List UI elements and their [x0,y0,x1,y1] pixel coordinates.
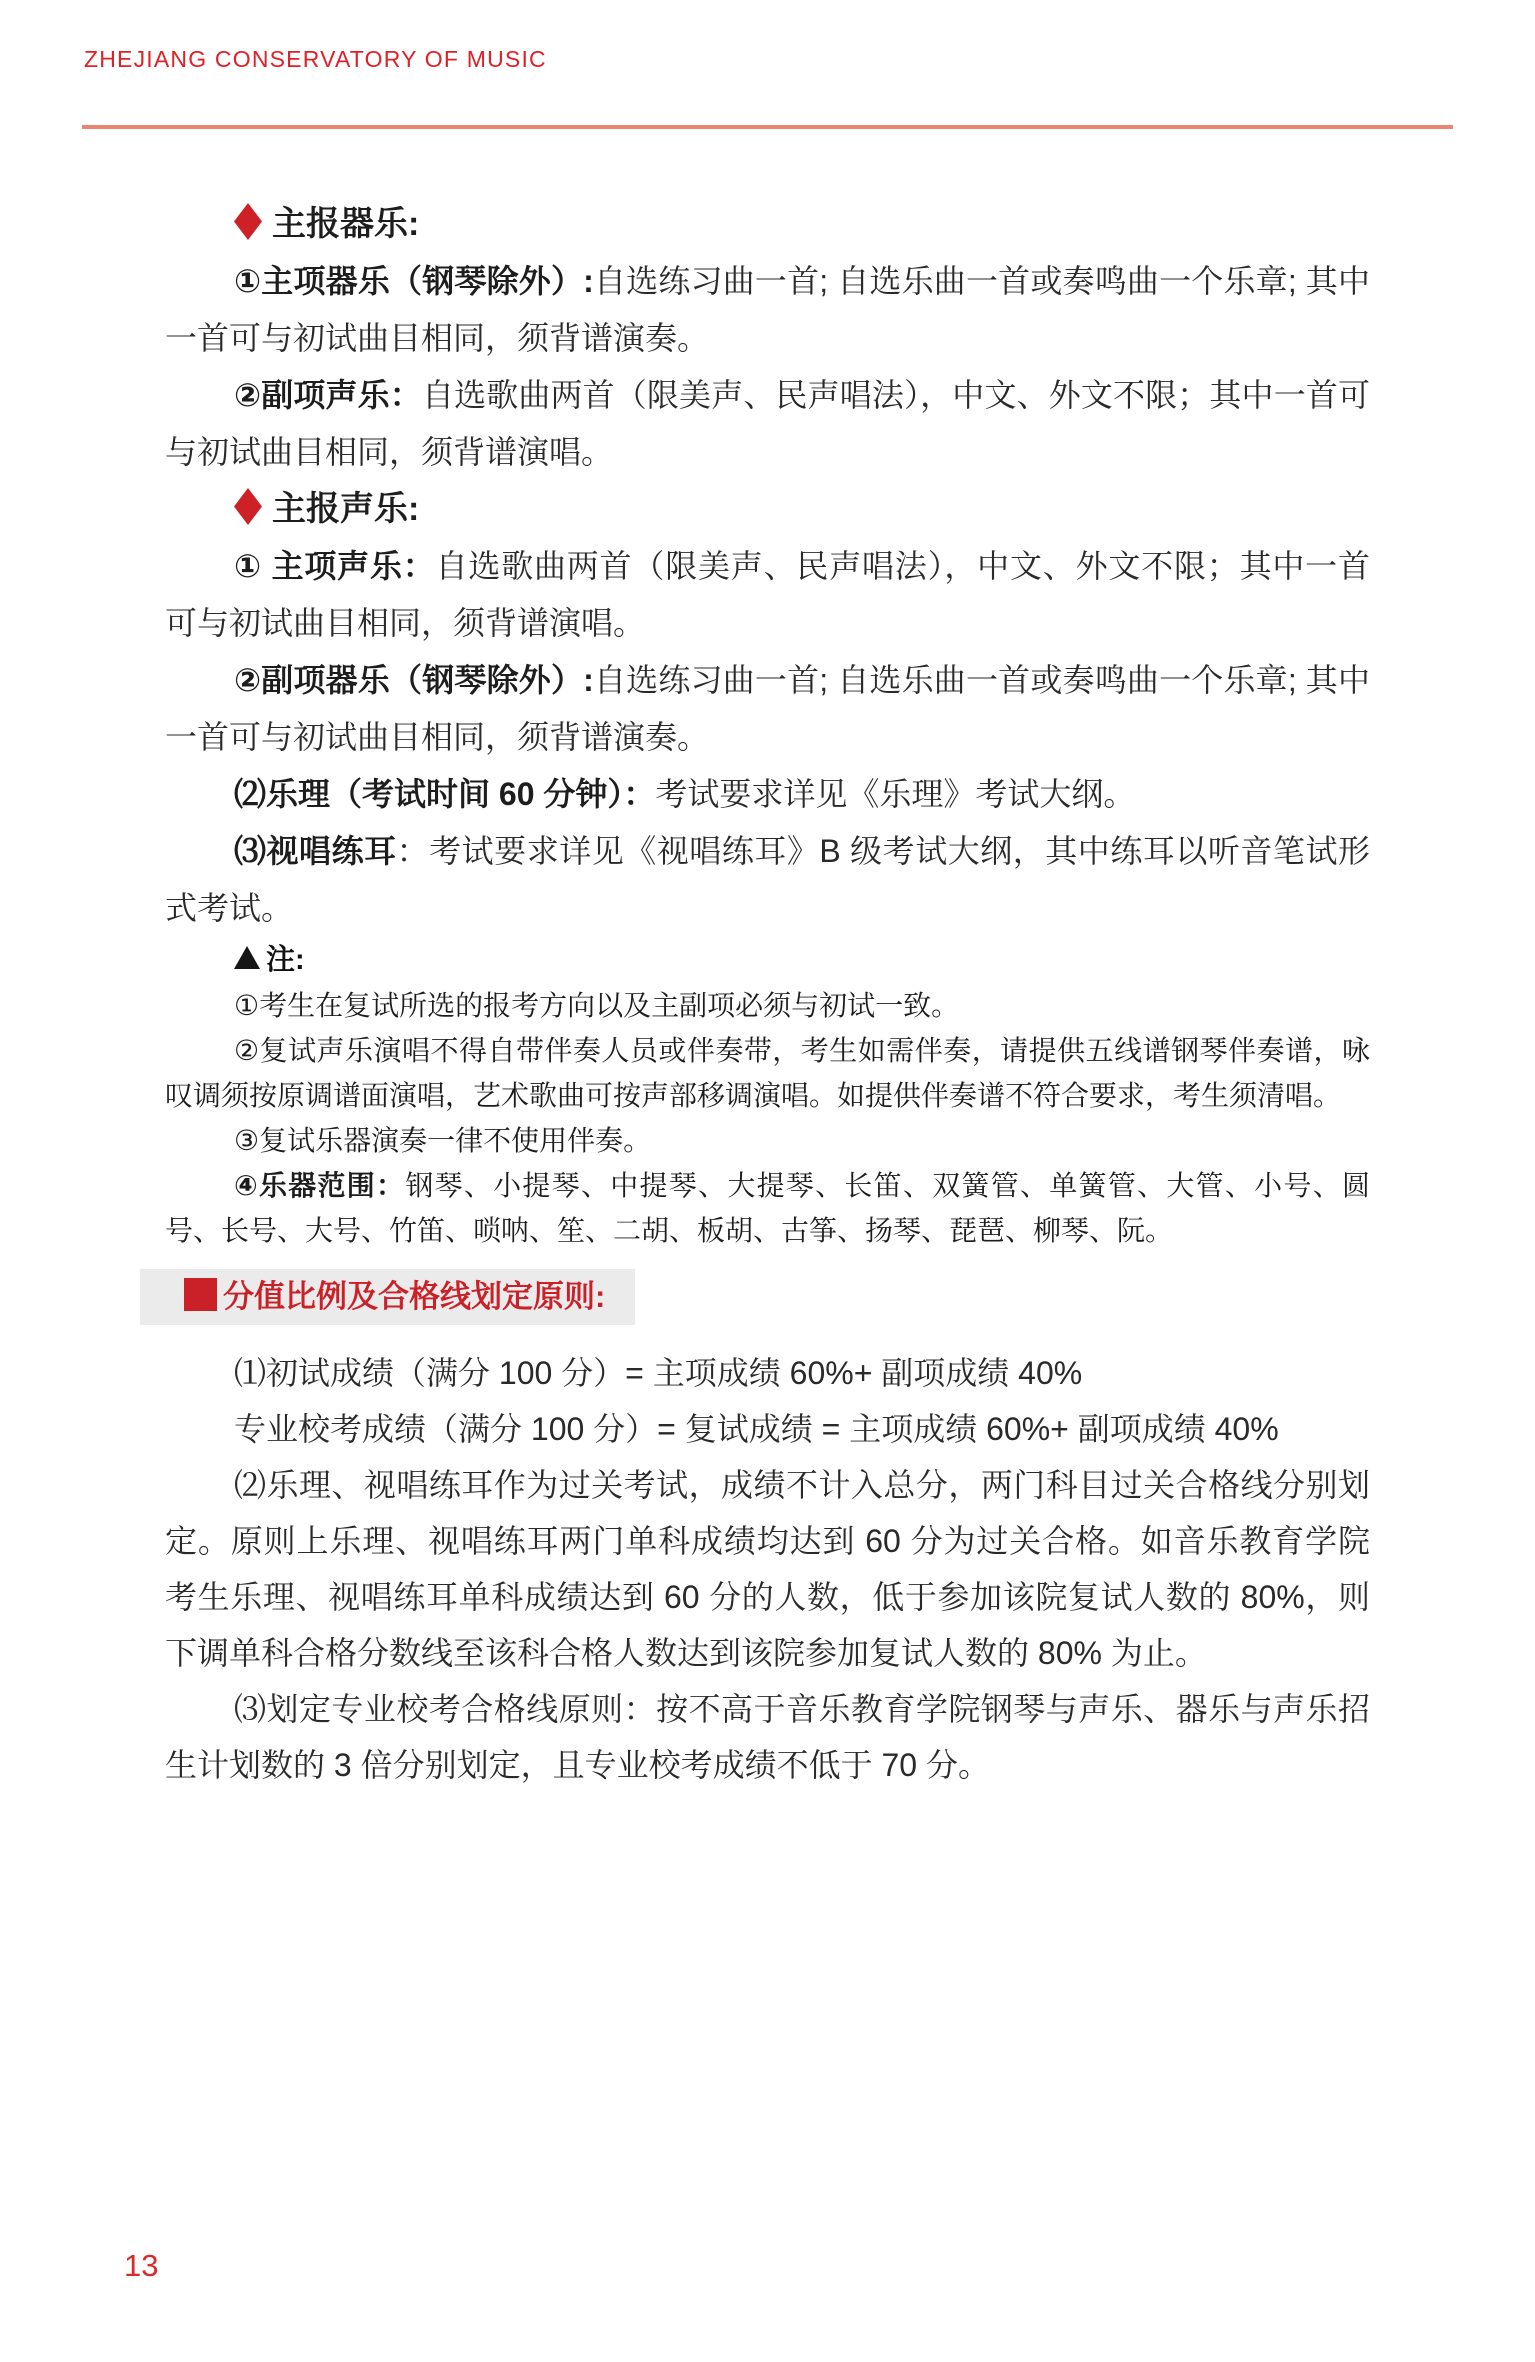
para-text: 考试要求详见《乐理》考试大纲。 [655,776,1136,812]
para-text: ：考试要求详见《视唱练耳》B 级考试大纲，其中练耳以听音笔试形式考试。 [165,833,1370,926]
para-label: ②副项器乐（钢琴除外）: [234,662,594,698]
square-icon [184,1278,217,1311]
para-text: 自选歌曲两首（限美声、民声唱法），中文、外文不限；其中一首可与初试曲目相同，须背谱演唱。 [165,548,1370,641]
para-vocal-main [165,538,1370,652]
header-rule [82,125,1453,129]
section-heading-label: 主报器乐: [272,205,420,243]
diamond-icon [234,203,262,240]
note-item-4 [165,1163,1370,1253]
para-text: 自选练习曲一首; 自选乐曲一首或奏鸣曲一个乐章; 其中一首可与初试曲目相同，须背谱演奏。 [165,662,1370,755]
scoring-para-3: ⑵乐理、视唱练耳作为过关考试，成绩不计入总分，两门科目过关合格线分别划定。原则上乐理、视唱练耳两门单科成绩均达到 60 分为过关合格。如音乐教育学院考生乐理、视唱练耳单科成绩达到 60 分的人数，低于参加该院复试人数的 80%，则下调单科合格分数线至该科合格人数达到该院参加复试人数的 80% 为止。 [165,1467,1370,1671]
para-label: ① 主项声乐： [234,548,436,584]
page-number: 13 [124,2248,159,2283]
section-heading-instrumental [165,196,1370,253]
para-label: ⑵乐理（考试时间 60 分钟）： [234,776,656,812]
scoring-heading-label: 分值比例及合格线划定原则: [223,1279,606,1314]
para-music-theory [165,766,1370,823]
triangle-icon [234,946,260,969]
para-label: ①主项器乐（钢琴除外）: [234,263,594,299]
scoring-heading-row [165,1253,1370,1345]
para-text: 自选练习曲一首; 自选乐曲一首或奏鸣曲一个乐章; 其中一首可与初试曲目相同，须背谱演奏。 [165,263,1370,356]
note-item-1: ①考生在复试所选的报考方向以及主副项必须与初试一致。 [234,990,960,1021]
scoring-para-1: ⑴初试成绩（满分 100 分）= 主项成绩 60%+ 副项成绩 40% [234,1355,1083,1391]
para-vocal-secondary [165,652,1370,766]
para-text: 自选歌曲两首（限美声、民声唱法），中文、外文不限；其中一首可与初试曲目相同，须背谱演唱。 [165,377,1370,470]
scoring-para-4: ⑶划定专业校考合格线原则：按不高于音乐教育学院钢琴与声乐、器乐与声乐招生计划数的 3 倍分别划定，且专业校考成绩不低于 70 分。 [165,1691,1370,1783]
para-label: ②副项声乐： [234,377,422,413]
para-instrumental-main [165,253,1370,367]
scoring-para-2: 专业校考成绩（满分 100 分）= 复试成绩 = 主项成绩 60%+ 副项成绩 40% [234,1411,1279,1447]
section-heading-vocal [165,481,1370,538]
para-label: ⑶视唱练耳 [234,833,397,869]
para-instrumental-secondary [165,367,1370,481]
scoring-section-heading [140,1269,635,1325]
note-text: 钢琴、小提琴、中提琴、大提琴、长笛、双簧管、单簧管、大管、小号、圆号、长号、大号、竹笛、唢呐、笙、二胡、板胡、古筝、扬琴、琵琶、柳琴、阮。 [165,1170,1370,1246]
diamond-icon [234,488,262,525]
note-item-3: ③复试乐器演奏一律不使用伴奏。 [234,1125,652,1156]
note-label: ④乐器范围： [234,1170,406,1201]
para-ear-training [165,823,1370,937]
notes-heading [165,937,1370,983]
document-body [165,196,1370,1793]
page-title: ZHEJIANG CONSERVATORY OF MUSIC [84,46,547,72]
note-item-2: ②复试声乐演唱不得自带伴奏人员或伴奏带，考生如需伴奏，请提供五线谱钢琴伴奏谱，咏叹调须按原调谱面演唱，艺术歌曲可按声部移调演唱。如提供伴奏谱不符合要求，考生须清唱。 [165,1035,1370,1111]
notes-heading-label: 注: [266,944,305,976]
section-heading-label: 主报声乐: [272,490,420,528]
